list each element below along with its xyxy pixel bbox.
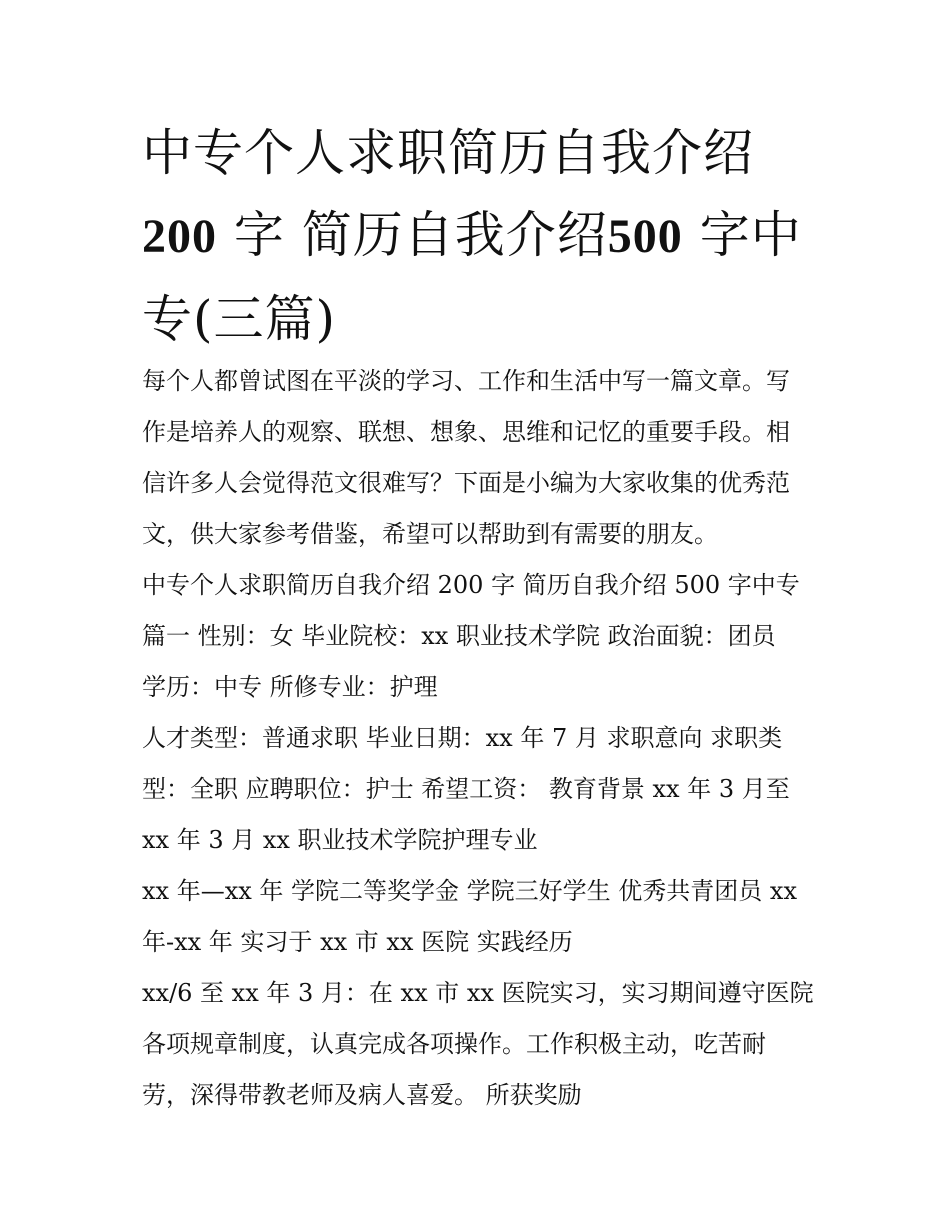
title-line: 专(三篇)	[142, 290, 337, 348]
body-line: xx 年—xx 年 学院二等奖学金 学院三好学生 优秀共青团员 xx	[142, 877, 797, 905]
title-line	[142, 194, 822, 278]
title-text: 字 简历自我介绍	[217, 206, 608, 264]
body-line: xx 年 3 月 xx 职业技术学院护理专业	[142, 826, 538, 854]
body-line: 年-xx 年 实习于 xx 市 xx 医院 实践经历	[142, 928, 573, 956]
title-text: 字中	[682, 206, 802, 264]
body-line: 作是培养人的观察、联想、想象、思维和记忆的重要手段。相	[142, 418, 790, 446]
body-line: 学历：中专 所修专业：护理	[142, 673, 438, 701]
body-line: xx/6 至 xx 年 3 月：在 xx 市 xx 医院实习，实习期间遵守医院	[142, 979, 814, 1007]
body-line: 中专个人求职简历自我介绍 200 字 简历自我介绍 500 字中专	[142, 571, 800, 599]
title-number: 200	[142, 210, 217, 263]
body-line: 各项规章制度，认真完成各项操作。工作积极主动，吃苦耐	[142, 1030, 766, 1058]
body-line: 每个人都曾试图在平淡的学习、工作和生活中写一篇文章。写	[142, 367, 790, 395]
body-line: 篇一 性别：女 毕业院校：xx 职业技术学院 政治面貌：团员	[142, 622, 776, 650]
body-line: 劳，深得带教老师及病人喜爱。 所获奖励	[142, 1081, 582, 1109]
body-line: 信许多人会觉得范文很难写？下面是小编为大家收集的优秀范	[142, 469, 790, 497]
body-line: 人才类型：普通求职 毕业日期：xx 年 7 月 求职意向 求职类	[142, 724, 783, 752]
title-line: 中专个人求职简历自我介绍	[142, 124, 754, 182]
body-line: 文，供大家参考借鉴，希望可以帮助到有需要的朋友。	[142, 520, 718, 548]
body-line: 型：全职 应聘职位：护士 希望工资： 教育背景 xx 年 3 月至	[142, 775, 790, 803]
document-body	[142, 356, 822, 1121]
document-title	[142, 112, 822, 360]
title-number: 500	[607, 210, 683, 263]
